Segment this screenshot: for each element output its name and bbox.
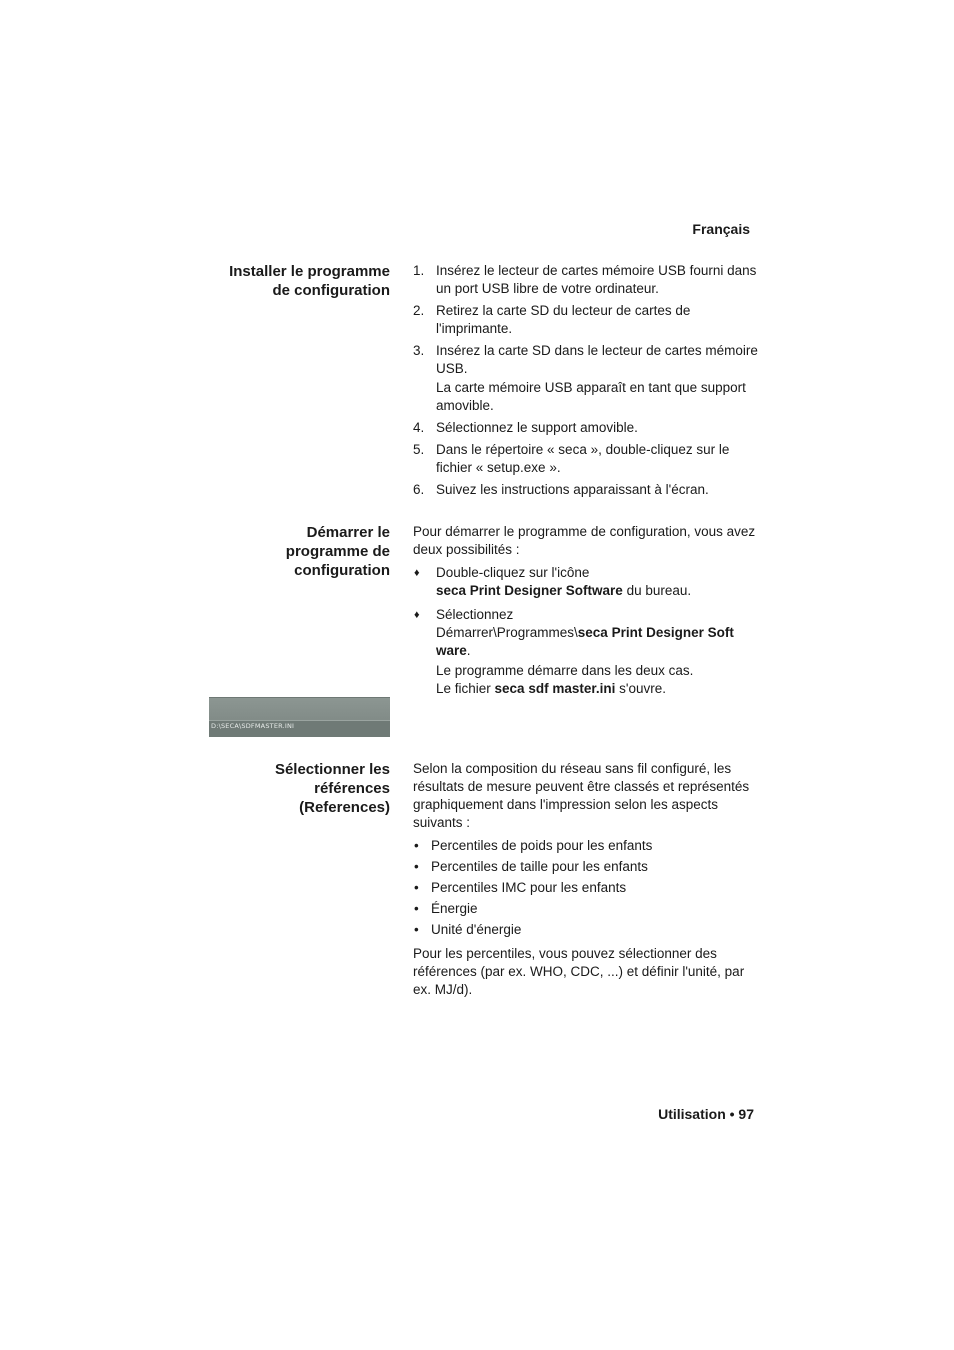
list-item: • Percentiles de poids pour les enfants (414, 838, 653, 853)
heading-line: Sélectionner les (274, 761, 390, 778)
desktop-icon-screenshot (209, 697, 390, 736)
list-item: 5. Dans le répertoire « seca », double-cliquez sur le fichier « setup.exe ». (413, 442, 730, 475)
list-item: 2. Retirez la carte SD du lecteur de cartes de l'imprimante. (413, 303, 691, 336)
section-heading-install (200, 262, 390, 300)
step-note: La carte mémoire USB apparaît en tant que support amovible. (436, 380, 746, 413)
list-item: 3. Insérez la carte SD dans le lecteur de cartes mémoire USB. La carte mémoire USB apparaît en tant que support amovible. (413, 343, 758, 413)
diamond-bullet-icon: ♦ (414, 609, 420, 621)
references-outro: Pour les percentiles, vous pouvez sélectionner des références (par ex. WHO, CDC, ...) et définir l'unité, par ex. MJ/d). (413, 946, 745, 997)
bullet-icon: • (414, 859, 419, 874)
list-item: • Unité d'énergie (414, 922, 522, 937)
heading-line: programme de (285, 543, 390, 560)
heading-line: configuration (294, 562, 390, 579)
list-item: 6. Suivez les instructions apparaissant à l'écran. (413, 482, 709, 497)
list-item: ♦ Double-cliquez sur l'icône seca Print Designer Software du bureau. (414, 565, 692, 598)
bullet-icon: • (414, 922, 419, 937)
list-item: 1. Insérez le lecteur de cartes mémoire USB fourni dans un port USB libre de votre ordinateur. (413, 263, 757, 296)
list-item: 4. Sélectionnez le support amovible. (413, 420, 638, 435)
references-intro: Selon la composition du réseau sans fil configuré, les résultats de mesure peuvent être classés et représentés graphiquement dans l'impression selon les aspects suivants : (413, 761, 750, 830)
heading-line: références (314, 780, 390, 797)
language-label: Français (692, 221, 750, 237)
heading-line: Installer le programme (229, 263, 390, 280)
heading-line: (References) (299, 799, 390, 816)
page-footer: Utilisation • 97 (658, 1106, 754, 1122)
bullet-icon: • (414, 838, 419, 853)
list-item: • Percentiles de taille pour les enfants (414, 859, 648, 874)
bullet-icon: • (414, 901, 419, 916)
section-heading-start (200, 523, 390, 580)
list-item: • Percentiles IMC pour les enfants (414, 880, 627, 895)
section-heading-references (200, 760, 390, 817)
list-item: ♦ Sélectionnez Démarrer\Programmes\seca Print Designer Soft ware. Le programme démarre dans les deux cas. Le fichier seca sdf master.ini s'ouvre. (414, 607, 734, 696)
heading-line: Démarrer le (306, 524, 390, 541)
diamond-bullet-icon: ♦ (414, 567, 420, 579)
bullet-icon: • (414, 880, 419, 895)
file-path: D:\SECA\SDFMASTER.INI (211, 722, 295, 730)
start-intro: Pour démarrer le programme de configuration, vous avez deux possibilités : (413, 524, 756, 557)
references-content (413, 760, 758, 1004)
install-steps (413, 262, 758, 503)
start-content (413, 523, 758, 704)
heading-line: de configuration (272, 282, 390, 299)
list-item: • Énergie (414, 901, 478, 916)
